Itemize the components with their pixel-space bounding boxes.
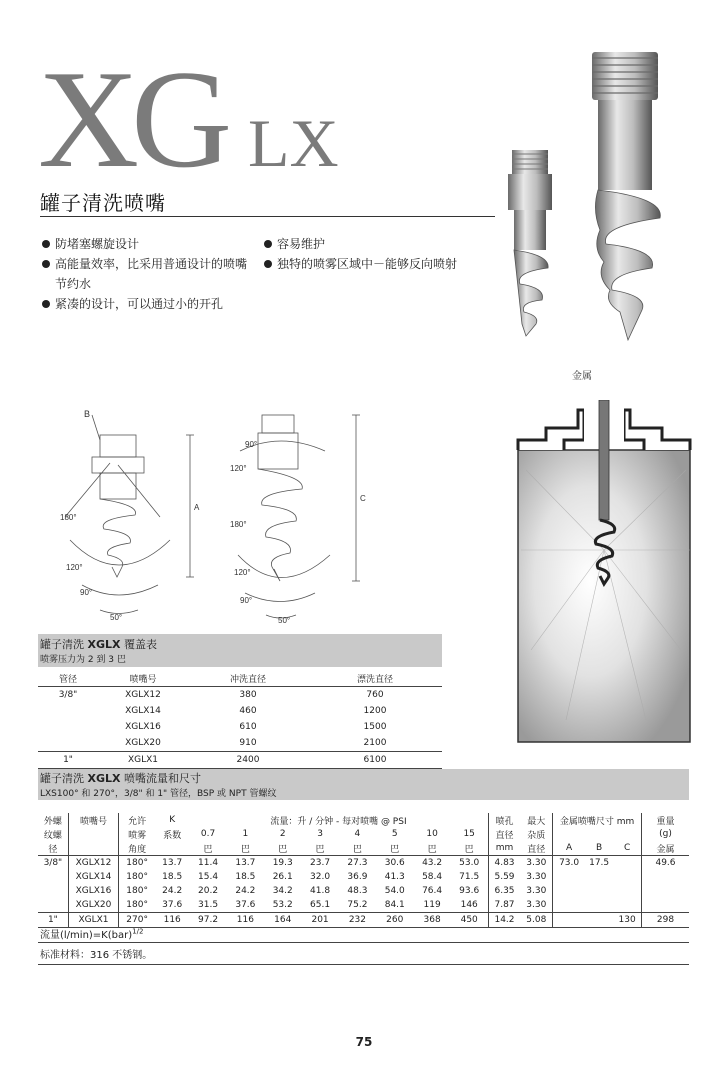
angle-label-50: 50°: [278, 616, 291, 625]
dim-label-b: B: [84, 409, 91, 419]
angle-label-50: 50°: [110, 613, 123, 622]
table-row: 3/8" XGLX12 180° 13.7 11.4 13.7 19.3 23.7 27.3 30.6 43.2 53.0 4.83 3.30 73.0 17.5 49.6: [38, 856, 689, 871]
drawing-right: [230, 415, 366, 625]
bullet-icon: [42, 300, 50, 308]
coverage-table-subtitle: 喷雾压力为 2 到 3 巴: [40, 655, 126, 665]
table-row: XGLX20 910 2100: [125, 738, 387, 748]
feature-item: 防堵塞螺旋设计: [42, 234, 267, 254]
standard-material-note: 标准材料：316 不锈钢。: [40, 950, 153, 961]
table-row: 1" XGLX1 2400 6100: [38, 752, 442, 769]
table-row: XGLX14 180° 18.5 15.4 18.5 26.1 32.0 36.9 41.3 58.4 71.5 5.59 3.30: [38, 870, 689, 884]
divider: [38, 964, 689, 965]
angle-label-180: 180°: [60, 513, 77, 522]
page-heading: 罐子清洗喷嘴: [40, 191, 166, 215]
angle-label-120: 120°: [230, 464, 247, 473]
angle-label-90: 90°: [240, 596, 253, 605]
angle-label-180: 180°: [230, 520, 247, 529]
logo-main: XG: [38, 42, 225, 188]
tank-spray-illustration: [516, 400, 694, 745]
bullet-icon: [42, 260, 50, 268]
angle-label-90: 90°: [80, 588, 93, 597]
bullet-icon: [42, 240, 50, 248]
coverage-table: [38, 670, 442, 769]
nozzle-product-photo: [500, 40, 680, 350]
xglx-logo: [38, 38, 368, 188]
heading-rule: [40, 216, 495, 217]
flow-table-title: 罐子清洗 XGLX 喷嘴流量和尺寸: [40, 772, 201, 785]
table-header-row: 径 角度 巴 巴 巴 巴 巴 巴 巴 巴 mm 直径 A B C 金属: [38, 841, 689, 856]
feature-item: 独特的喷雾区域中－能够反向喷射: [264, 254, 494, 274]
dimension-drawings: [40, 405, 380, 630]
page-number: 75: [355, 1035, 373, 1049]
table-row: XGLX14 460 1200: [125, 706, 387, 716]
divider: [38, 942, 689, 943]
flow-table: [38, 813, 689, 928]
feature-item: 高能量效率，比采用普通设计的喷嘴: [42, 254, 267, 274]
dim-label-a: A: [194, 503, 200, 512]
table-row: 3/8" XGLX12 380 760: [58, 690, 384, 700]
table-row: XGLX20 180° 37.6 31.5 37.6 53.2 65.1 75.2 84.1 119 146 7.87 3.30: [38, 898, 689, 913]
feature-item-continued: 节约水: [55, 277, 92, 291]
bullet-icon: [264, 240, 272, 248]
flow-table-subtitle: LXS100° 和 270°，3/8" 和 1" 管径，BSP 或 NPT 管螺纹: [40, 789, 277, 799]
table-row: XGLX16 180° 24.2 20.2 24.2 34.2 41.8 48.3 54.0 76.4 93.6 6.35 3.30: [38, 884, 689, 898]
table-header-row: 纹螺 喷雾 系数 0.7 1 2 3 4 5 10 15 直径 杂质 (g): [38, 827, 689, 841]
table-header-row: 外螺 喷嘴号 允许 K 流量：升 / 分钟 - 每对喷嘴 @ PSI 喷孔 最大 金属喷嘴尺寸 mm 重量: [38, 813, 689, 827]
feature-item: 紧凑的设计，可以通过小的开孔: [42, 294, 267, 314]
drawing-left: [60, 409, 200, 622]
feature-list-left: [42, 234, 267, 314]
logo-suffix: LX: [248, 105, 339, 181]
flow-formula: 流量(l/min)=K(bar)$^{1/2}$: [40, 927, 144, 941]
dim-label-c: C: [360, 494, 366, 503]
angle-label-120: 120°: [66, 563, 83, 572]
coverage-table-title: 罐子清洗 XGLX 覆盖表: [40, 638, 157, 651]
angle-label-120: 120°: [234, 568, 251, 577]
feature-list-right: [264, 234, 494, 274]
photo-caption: 金属: [572, 371, 592, 382]
table-row: XGLX16 610 1500: [125, 722, 387, 732]
bullet-icon: [264, 260, 272, 268]
table-header-row: 管径 喷嘴号 冲洗直径 漂洗直径: [38, 670, 442, 687]
table-row: 1" XGLX1 270° 116 97.2 116 164 201 232 260 368 450 14.2 5.08 130 298: [38, 913, 689, 928]
angle-label-90: 90°: [245, 440, 258, 449]
feature-item: 容易维护: [264, 234, 494, 254]
